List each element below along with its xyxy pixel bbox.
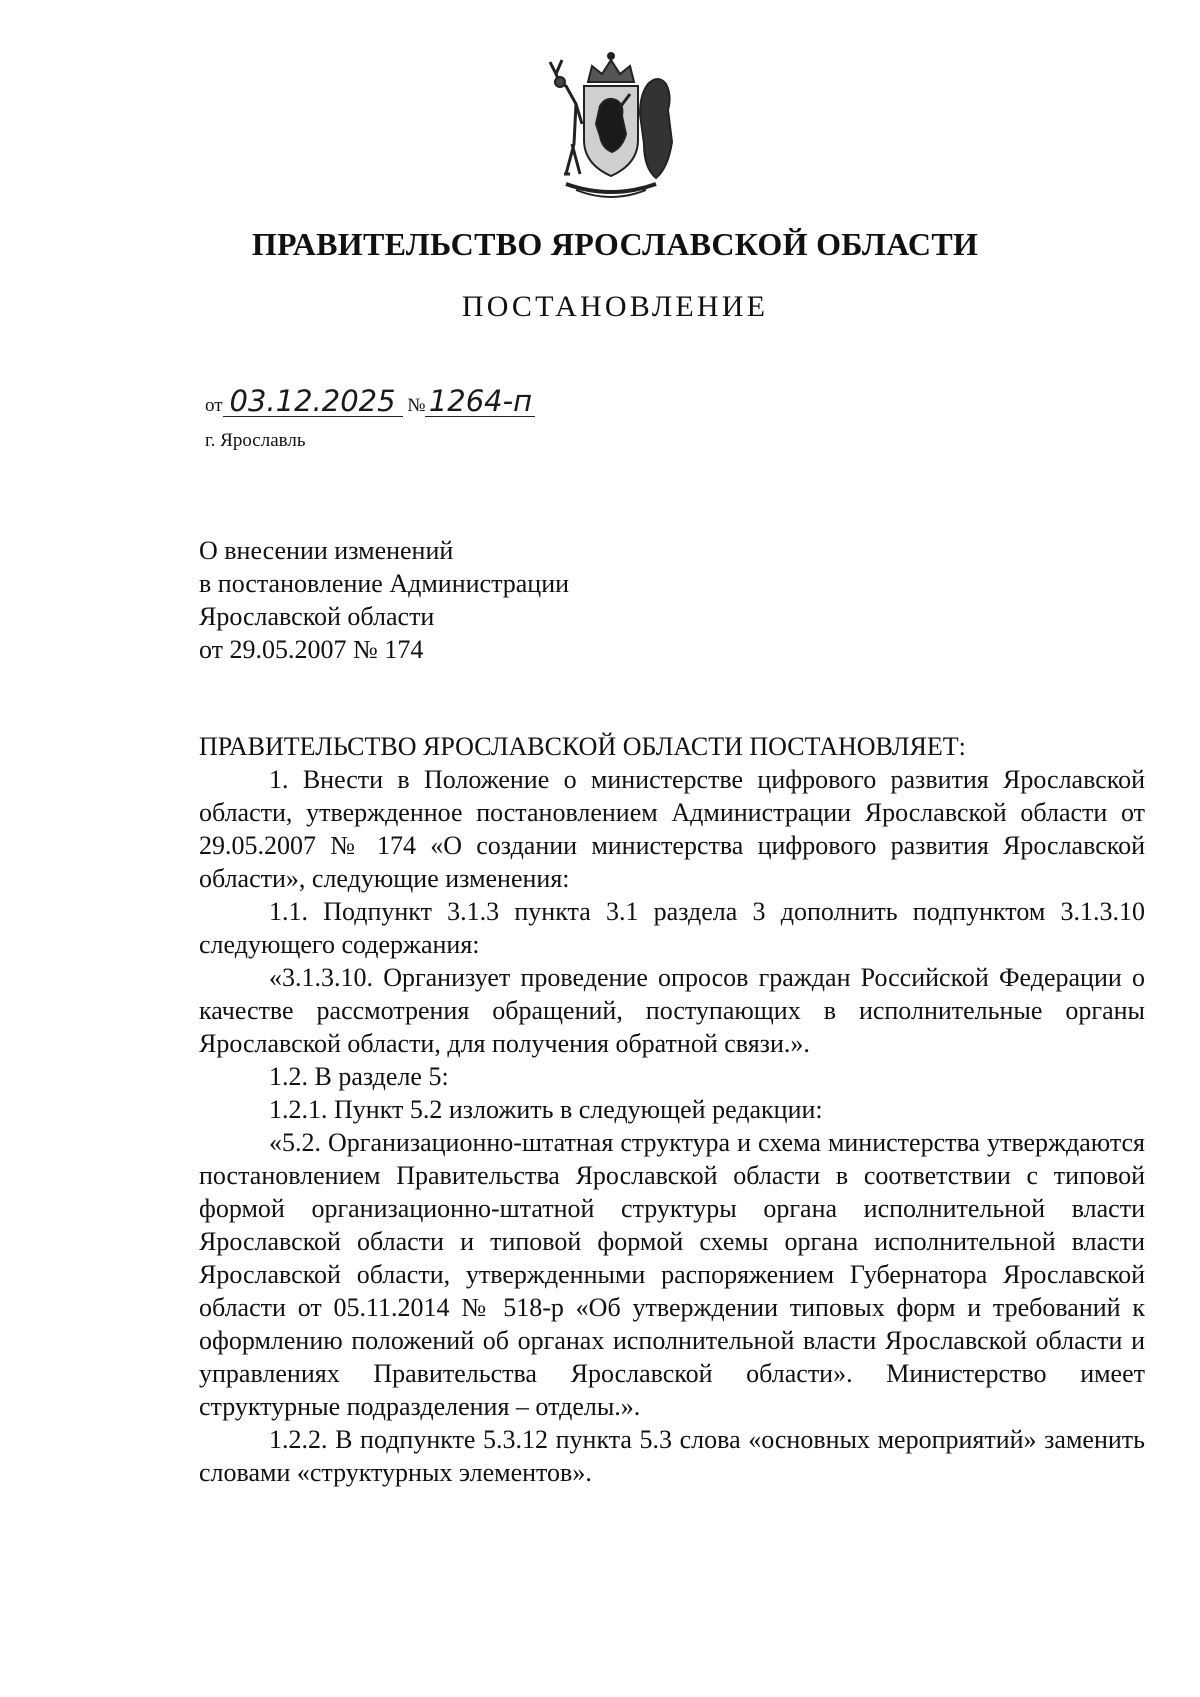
date-prefix: от — [205, 395, 223, 416]
paragraph: 1.2. В разделе 5: — [269, 1062, 449, 1091]
number-prefix: № — [407, 395, 426, 416]
paragraph: 1.1. Подпункт 3.1.3 пункта 3.1 раздела 3 дополнить подпунктом 3.1.3.10 следующего содержания: — [199, 897, 1145, 959]
paragraph: «3.1.3.10. Организует проведение опросов граждан Российской Федерации о качестве рассмотрения обращений, поступающих в исполнительные органы Ярославской области, для получения обратной связи.». — [199, 963, 1145, 1058]
subject-line: О внесении изменений — [199, 536, 454, 565]
registration-line — [205, 386, 535, 417]
government-name: ПРАВИТЕЛЬСТВО ЯРОСЛАВСКОЙ ОБЛАСТИ — [251, 226, 979, 262]
handwritten-date: 03.12.2025 — [223, 386, 403, 417]
handwritten-number: 1264-п — [425, 386, 535, 417]
document-type: ПОСТАНОВЛЕНИЕ — [461, 290, 769, 323]
paragraph: 1.2.1. Пункт 5.2 изложить в следующей редакции: — [269, 1095, 823, 1124]
coat-of-arms-icon — [536, 44, 686, 204]
subject-line: в постановление Администрации — [199, 569, 570, 598]
city: г. Ярославль — [205, 430, 306, 451]
subject-line: от 29.05.2007 № 174 — [199, 635, 424, 664]
document-body — [199, 730, 1145, 1489]
paragraph: «5.2. Организационно-штатная структура и схема министерства утверждаются постановлением Правительства Ярославской области в соответствии с типовой формой организационно-штатной структуры органа исполнительной власти Ярославской области и типовой формой схемы органа исполнительной власти Ярославской области, утвержденными распоряжением Губернатора Ярославской области от 05.11.2014 № 518-р «Об утверждении типовых форм и требований к оформлению положений об органах исполнительной власти Ярославской области и управлениях Правительства Ярославской области». Министерство имеет структурные подразделения – отделы.». — [199, 1128, 1145, 1421]
subject-line: Ярославской области — [199, 602, 435, 631]
document-subject — [199, 534, 569, 666]
decree-statement: ПРАВИТЕЛЬСТВО ЯРОСЛАВСКОЙ ОБЛАСТИ ПОСТАНОВЛЯЕТ: — [199, 732, 966, 761]
paragraph: 1.2.2. В подпункте 5.3.12 пункта 5.3 слова «основных мероприятий» заменить словами «структурных элементов». — [199, 1425, 1145, 1487]
paragraph: 1. Внести в Положение о министерстве цифрового развития Ярославской области, утвержденное постановлением Администрации Ярославской области от 29.05.2007 № 174 «О создании министерства цифрового развития Ярославской области», следующие изменения: — [199, 765, 1145, 893]
